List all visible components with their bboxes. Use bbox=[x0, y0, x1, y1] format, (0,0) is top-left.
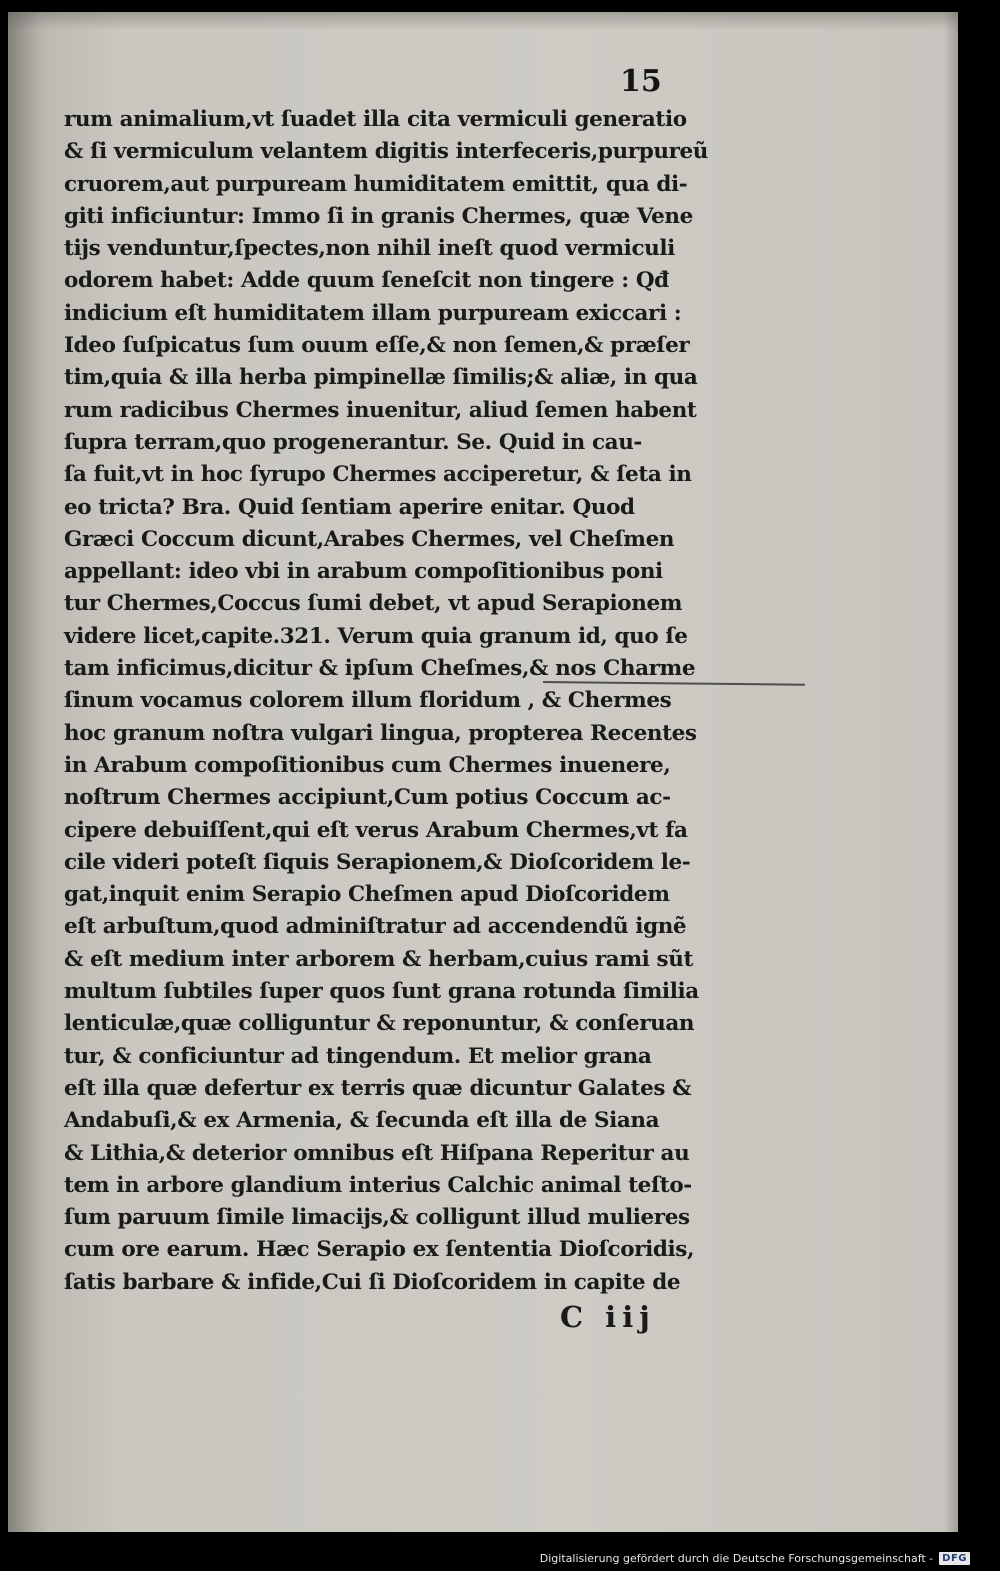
text-line: cipere debuiſſent,qui eſt verus Arabum Chermes,vt fa bbox=[64, 817, 688, 843]
text-line: lenticulæ,quæ colliguntur & reponuntur, & conſeruan bbox=[64, 1011, 695, 1037]
page-number: 15 bbox=[620, 64, 662, 99]
text-line: tijs venduntur,ſpectes,non nihil ineſt quod vermiculi bbox=[64, 236, 675, 262]
text-line: multum ſubtiles ſuper quos ſunt grana rotunda ſimilia bbox=[64, 979, 699, 1005]
text-line: & Lithia,& deterior omnibus eſt Hiſpana Reperitur au bbox=[64, 1140, 690, 1166]
text-line: tim,quia & illa herba pimpinellæ ſimilis;& aliæ, in qua bbox=[64, 365, 698, 391]
text-line: gat,inquit enim Serapio Cheſmen apud Dioſcoridem bbox=[64, 882, 670, 908]
text-line: tur, & conficiuntur ad tingendum. Et melior grana bbox=[64, 1043, 652, 1069]
text-line: videre licet,capite.321. Verum quia granum id, quo ſe bbox=[64, 623, 688, 649]
text-line: appellant: ideo vbi in arabum compoſitionibus poni bbox=[64, 559, 663, 585]
text-line: noſtrum Chermes accipiunt,Cum potius Coccum ac- bbox=[64, 785, 671, 811]
text-line: in Arabum compoſitionibus cum Chermes inuenere, bbox=[64, 752, 671, 778]
text-line: ſupra terram,quo progenerantur. Se. Quid in cau- bbox=[64, 429, 642, 455]
text-line: Græci Coccum dicunt,Arabes Chermes, vel Cheſmen bbox=[64, 526, 675, 552]
text-line: & eſt medium inter arborem & herbam,cuius rami sũt bbox=[64, 946, 694, 972]
digitization-footer bbox=[540, 1552, 970, 1565]
body-text bbox=[64, 104, 734, 1299]
signature-mark: C iij bbox=[560, 1300, 656, 1334]
text-line: odorem habet: Adde quum ſeneſcit non tingere : Qđ bbox=[64, 268, 669, 294]
text-line: cruorem,aut purpuream humiditatem emittit, qua di- bbox=[64, 171, 688, 197]
text-line: ſatis barbare & infide,Cui ſi Dioſcoridem in capite de bbox=[64, 1269, 681, 1295]
text-line: Ideo ſuſpicatus ſum ouum eſſe,& non ſemen,& præſer bbox=[64, 333, 690, 359]
text-line: rum radicibus Chermes inuenitur, aliud ſemen habent bbox=[64, 397, 697, 423]
page-top-shadow bbox=[8, 12, 958, 30]
text-line: cum ore earum. Hæc Serapio ex ſententia Dioſcoridis, bbox=[64, 1237, 695, 1263]
text-line: tem in arbore glandium interius Calchic animal teſto- bbox=[64, 1172, 692, 1198]
text-line: indicium eſt humiditatem illam purpuream exiccari : bbox=[64, 300, 682, 326]
text-line: ſinum vocamus colorem illum floridum , & Chermes bbox=[64, 688, 672, 714]
page-gutter-shadow bbox=[8, 12, 48, 1532]
page-edge-shadow bbox=[944, 12, 958, 1532]
text-line: eo tricta? Bra. Quid ſentiam aperire enitar. Quod bbox=[64, 494, 635, 520]
text-line: rum animalium,vt ſuadet illa cita vermiculi generatio bbox=[64, 107, 687, 132]
dfg-logo-icon: DFG bbox=[939, 1552, 970, 1565]
footer-credit-text: Digitalisierung gefördert durch die Deutsche Forschungsgemeinschaft - bbox=[539, 1552, 934, 1565]
book-page bbox=[8, 12, 958, 1532]
text-line: tam inficimus,dicitur & ipſum Cheſmes,& nos Charme bbox=[64, 656, 696, 682]
text-line: hoc granum noſtra vulgari lingua, propterea Recentes bbox=[64, 720, 697, 746]
text-line: ſa fuit,vt in hoc ſyrupo Chermes acciperetur, & ſeta in bbox=[64, 462, 692, 488]
text-line: Andabuſi,& ex Armenia, & ſecunda eſt illa de Siana bbox=[64, 1108, 660, 1134]
text-line: giti inficiuntur: Immo ſi in granis Chermes, quæ Vene bbox=[64, 203, 693, 229]
text-line: tur Chermes,Coccus ſumi debet, vt apud Serapionem bbox=[64, 591, 683, 617]
text-line: ſum paruum ſimile limacijs,& colligunt illud mulieres bbox=[64, 1205, 690, 1231]
text-line: eſt arbuſtum,quod adminiſtratur ad accendendũ ignẽ bbox=[64, 914, 687, 940]
text-line: cile videri poteſt ſiquis Serapionem,& Dioſcoridem le- bbox=[64, 849, 691, 875]
text-line: eſt illa quæ defertur ex terris quæ dicuntur Galates & bbox=[64, 1075, 692, 1101]
text-line: & ſi vermiculum velantem digitis interfeceris,purpureũ bbox=[64, 139, 709, 165]
